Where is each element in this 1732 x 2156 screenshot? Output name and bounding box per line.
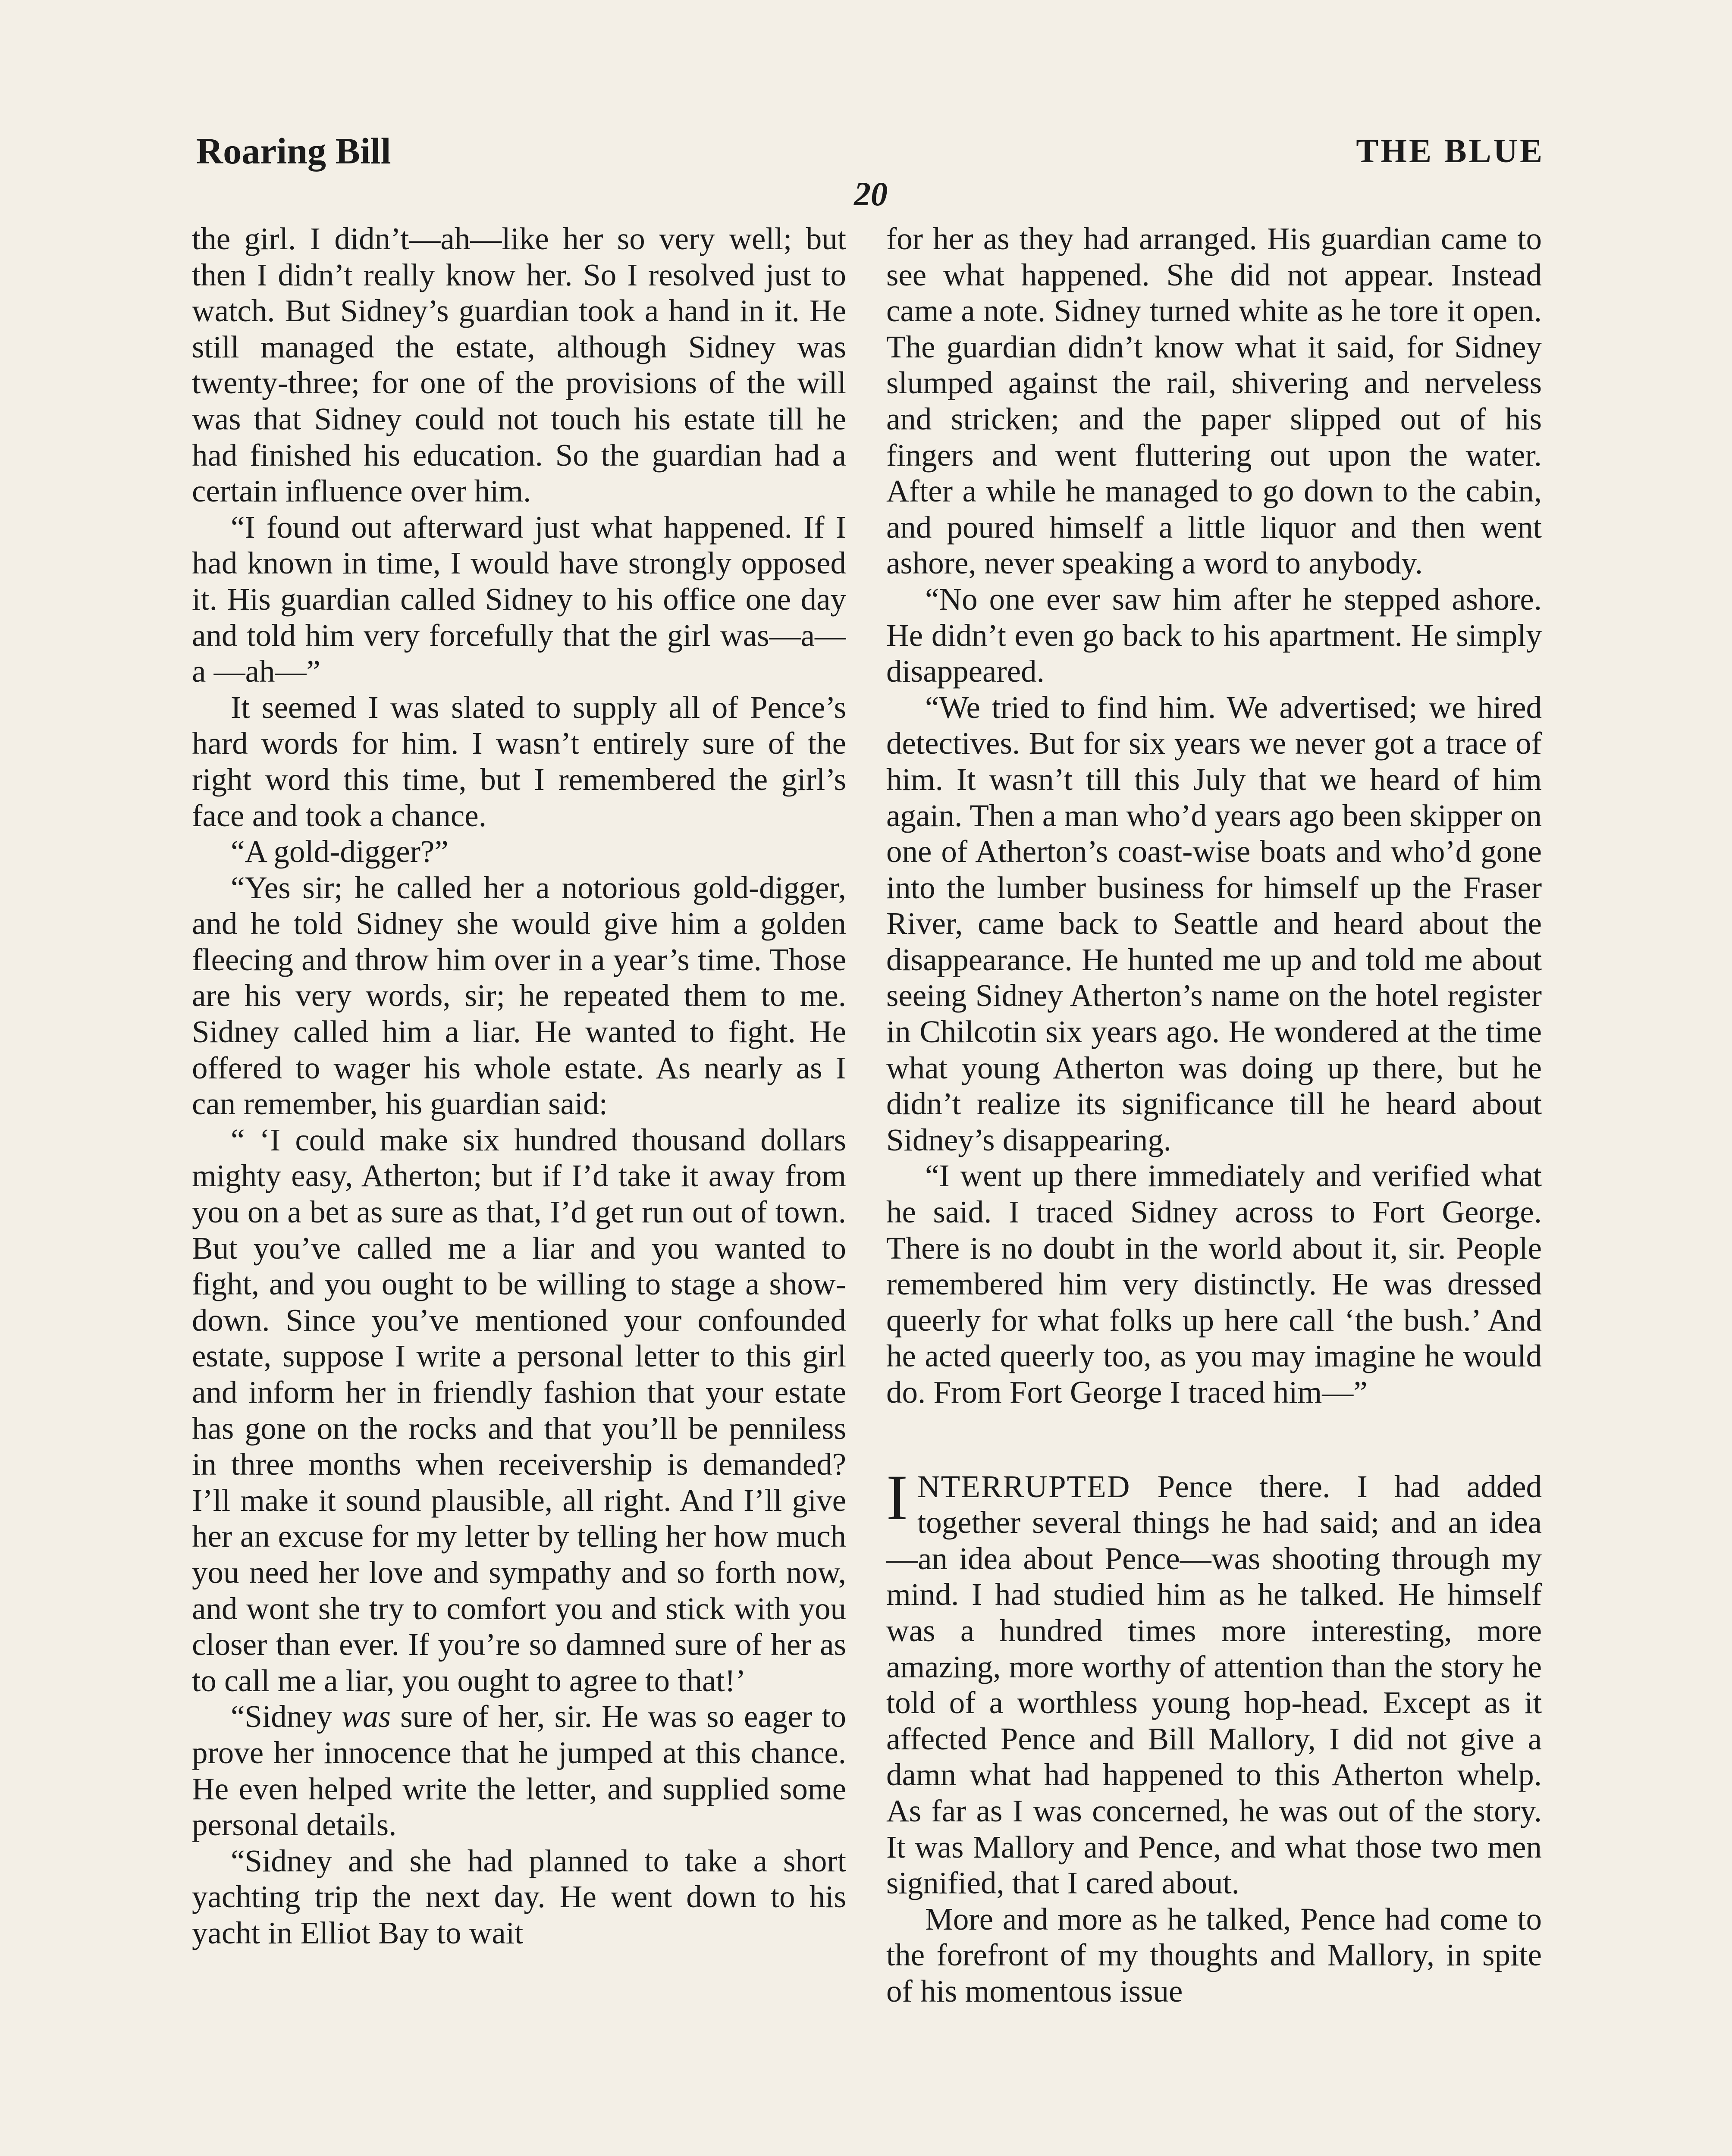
paragraph: the girl. I didn’t—ah—like her so very well; but then I didn’t really know her. So I resolved just to watch. But Sidney’s guardian took a hand in it. He still managed the estate, although Sidney was twenty-three; for one of the provisions of the will was that Sidney could not touch his estate till he had finished his education. So the guardian had a certain influence over him. <box>192 221 846 509</box>
running-head-magazine-title: THE BLUE <box>1356 132 1544 169</box>
paragraph: “Sidney and she had planned to take a short yachting trip the next day. He went down to his yacht in Elliot Bay to wait <box>192 1843 846 1950</box>
paragraph: It seemed I was slated to supply all of Pence’s hard words for him. I wasn’t entirely sure of the right word this time, but I remembered the girl’s face and took a chance. <box>192 689 846 833</box>
paragraph-text: sure of her, sir. He was so eager to prove her innocence that he jumped at this chance. He even helped write the letter, and supplied some personal details. <box>192 1699 846 1843</box>
drop-cap: I <box>886 1461 908 1533</box>
paragraph: “I went up there immediately and verified what he said. I traced Sidney across to Fort George. There is no doubt in the world about it, sir. People remembered him very distinctly. He was dressed queerly for what folks up here call ‘the bush.’ And he acted queerly too, as you may imagine he would do. From Fort George I traced him—” <box>886 1158 1542 1410</box>
paragraph: More and more as he talked, Pence had come to the forefront of my thoughts and Mallory, in spite of his momentous issue <box>886 1901 1542 2009</box>
paragraph-text: “Sidney <box>231 1699 342 1734</box>
paragraph: “ ‘I could make six hundred thousand dollars mighty easy, Atherton; but if I’d take it away from you on a bet as sure as that, I’d get run out of town. But you’ve called me a liar and you wanted to fight, and you ought to be willing to stage a show-down. Since you’ve mentioned your confounded estate, suppose I write a personal letter to this girl and inform her in friendly fashion that your estate has gone on the rocks and that you’ll be penniless in three months when receivership is demanded? I’ll make it sound plausible, all right. And I’ll give her an excuse for my letter by telling her how much you need her love and sympathy and so forth now, and wont she try to comfort you and stick with you closer than ever. If you’re so damned sure of her as to call me a liar, you ought to agree to that!’ <box>192 1122 846 1698</box>
lead-in-caps: NTERRUPTED <box>917 1469 1131 1504</box>
left-column <box>192 221 846 2156</box>
paragraph: for her as they had arranged. His guardian came to see what happened. She did not appear. Instead came a note. Sidney turned white as he tore it open. The guardian didn’t know what it said, for Sidney slumped against the rail, shivering and nerveless and stricken; and the paper slipped out of his fingers and went fluttering out upon the water. After a while he managed to go down to the cabin, and poured himself a little liquor and then went ashore, never speaking a word to anybody. <box>886 221 1542 581</box>
section-opening-paragraph <box>886 1461 1542 1901</box>
page-number: 20 <box>854 175 888 213</box>
paragraph: “I found out afterward just what happened. If I had known in time, I would have strongly opposed it. His guardian called Sidney to his office one day and told him very forcefully that the girl was—a—a —ah—” <box>192 509 846 689</box>
paragraph: “We tried to find him. We advertised; we hired detectives. But for six years we never got a trace of him. It wasn’t till this July that we heard of him again. Then a man who’d years ago been skipper on one of Atherton’s coast-wise boats and who’d gone into the lumber business for himself up the Fraser River, came back to Seattle and heard about the disappearance. He hunted me up and told me about seeing Sidney Atherton’s name on the hotel register in Chilcotin six years ago. He wondered at the time what young Atherton was doing up there, but he didn’t realize its significance till he heard about Sidney’s disappearing. <box>886 689 1542 1157</box>
paragraph-text: Pence there. I had added together several things he had said; and an idea—an idea about Pence—was shooting through my mind. I had studied him as he talked. He himself was a hundred times more interesting, more amazing, more worthy of attention than the story he told of a worthless young hop-head. Except as it affected Pence and Bill Mallory, I did not give a damn what had happened to this Atherton whelp. As far as I was concerned, he was out of the story. It was Mallory and Pence, and what those two men signified, that I cared about. <box>886 1469 1542 1901</box>
paragraph: “A gold-digger?” <box>231 834 449 869</box>
emphasized-word: was <box>342 1699 391 1734</box>
paragraph: “No one ever saw him after he stepped ashore. He didn’t even go back to his apartment. He simply disappeared. <box>886 581 1542 689</box>
paragraph <box>192 1698 846 1843</box>
right-column <box>886 221 1542 2156</box>
running-head-story-title: Roaring Bill <box>196 130 391 172</box>
paragraph: “Yes sir; he called her a notorious gold-digger, and he told Sidney she would give him a golden fleecing and throw him over in a year’s time. Those are his very words, sir; he repeated them to me. Sidney called him a liar. He wanted to fight. He offered to wager his whole estate. As nearly as I can remember, his guardian said: <box>192 870 846 1122</box>
